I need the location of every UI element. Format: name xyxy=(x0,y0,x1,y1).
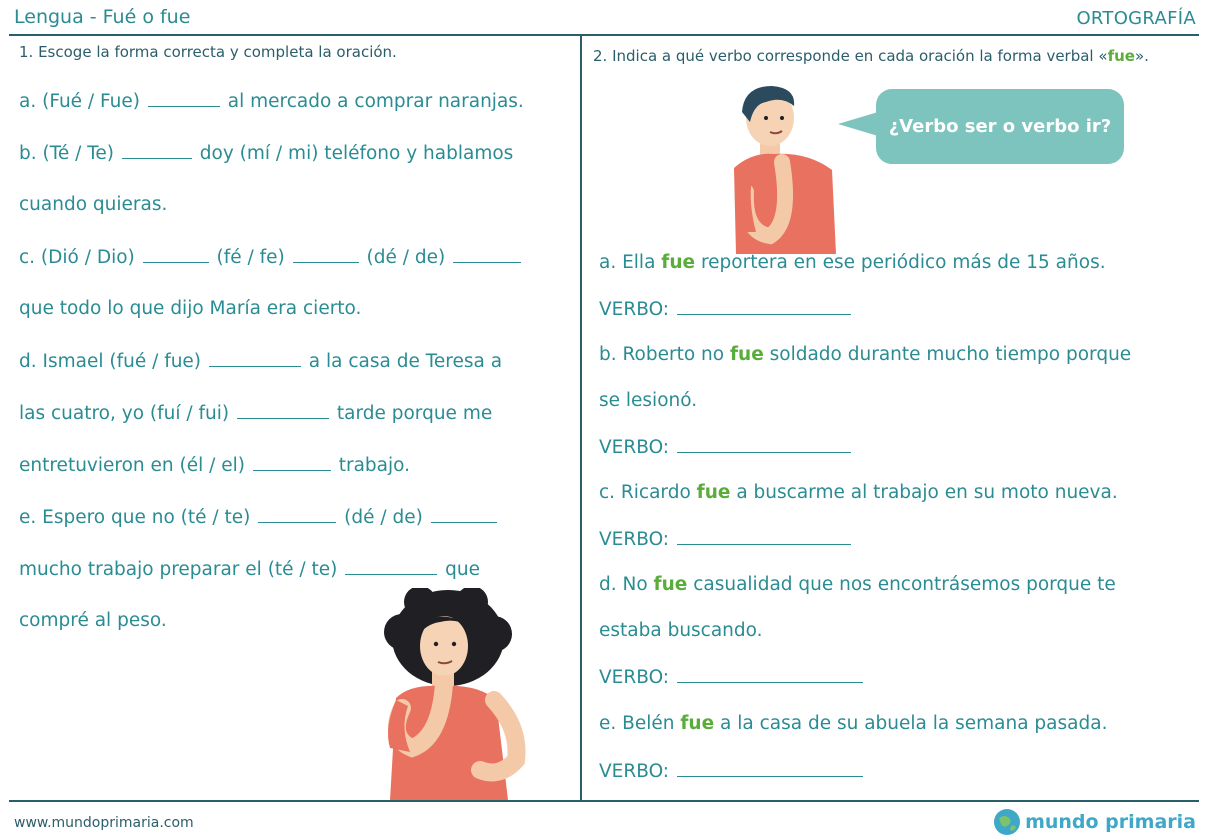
brand-name: mundo primaria xyxy=(1025,811,1196,833)
worksheet-title: Lengua - Fué o fue xyxy=(14,6,191,28)
answer-blank[interactable] xyxy=(209,350,301,367)
column-divider xyxy=(580,36,582,801)
fue-highlight: fue xyxy=(653,574,688,595)
answer-blank[interactable] xyxy=(293,246,359,263)
verbo-label: VERBO: xyxy=(599,761,675,782)
question-d-line1 xyxy=(599,574,1116,595)
sentence-text: b. Roberto no xyxy=(599,344,730,365)
sentence-text: a la casa de su abuela la semana pasada. xyxy=(714,713,1108,734)
speech-bubble-text: ¿Verbo ser o verbo ir? xyxy=(888,116,1112,137)
answer-blank[interactable] xyxy=(122,142,192,159)
sentence-d-line1 xyxy=(19,350,502,372)
verbo-blank[interactable] xyxy=(677,666,863,683)
sentence-text: tarde porque me xyxy=(330,403,493,424)
sentence-d-line2 xyxy=(19,402,492,424)
verbo-label: VERBO: xyxy=(599,299,675,320)
sentence-a xyxy=(19,90,524,112)
exercise-1-instruction: 1. Escoge la forma correcta y completa la oración. xyxy=(19,43,397,61)
sentence-text: a buscarme al trabajo en su moto nueva. xyxy=(730,482,1118,503)
answer-blank[interactable] xyxy=(345,558,437,575)
globe-icon xyxy=(993,808,1021,836)
fue-highlight: fue xyxy=(696,482,731,503)
question-a xyxy=(599,252,1106,273)
fue-highlight: fue xyxy=(1107,47,1135,65)
verbo-blank[interactable] xyxy=(677,436,851,453)
sentence-text: (fé / fe) xyxy=(210,247,291,268)
answer-blank[interactable] xyxy=(431,506,497,523)
verbo-answer-c xyxy=(599,528,853,550)
answer-blank[interactable] xyxy=(148,90,220,107)
sentence-text: e. Espero que no (té / te) xyxy=(19,507,257,528)
sentence-text: mucho trabajo preparar el (té / te) xyxy=(19,559,344,580)
question-c xyxy=(599,482,1118,503)
verbo-answer-e xyxy=(599,760,865,782)
verbo-answer-d xyxy=(599,666,865,688)
fue-highlight: fue xyxy=(661,252,696,273)
sentence-text: d. Ismael (fué / fue) xyxy=(19,351,207,372)
sentence-text: soldado durante mucho tiempo porque xyxy=(763,344,1132,365)
sentence-e-line1 xyxy=(19,506,499,528)
sentence-text: d. No xyxy=(599,574,654,595)
sentence-text: entretuvieron en (él / el) xyxy=(19,455,251,476)
verbo-answer-a xyxy=(599,298,853,320)
instruction-text: 2. Indica a qué verbo corresponde en cada oración la forma verbal « xyxy=(593,47,1108,65)
sentence-text: a. Ella xyxy=(599,252,662,273)
sentence-text: reportera en ese periódico más de 15 años. xyxy=(695,252,1106,273)
sentence-text: (dé / de) xyxy=(360,247,452,268)
verbo-blank[interactable] xyxy=(677,298,851,315)
sentence-text: trabajo. xyxy=(332,455,411,476)
verbo-answer-b xyxy=(599,436,853,458)
sentence-text: a. (Fué / Fue) xyxy=(19,91,146,112)
exercise-2-instruction xyxy=(593,45,1193,68)
question-b-line1 xyxy=(599,344,1131,365)
sentence-e-line3: compré al peso. xyxy=(19,610,167,631)
question-d-line2: estaba buscando. xyxy=(599,620,763,641)
sentence-text: a la casa de Teresa a xyxy=(302,351,503,372)
sentence-text: doy (mí / mi) teléfono y hablamos xyxy=(193,143,514,164)
sentence-b-line1 xyxy=(19,142,513,164)
sentence-text: al mercado a comprar naranjas. xyxy=(221,91,524,112)
fue-highlight: fue xyxy=(729,344,764,365)
fue-highlight: fue xyxy=(680,713,715,734)
answer-blank[interactable] xyxy=(453,246,521,263)
top-divider xyxy=(9,34,1199,36)
answer-blank[interactable] xyxy=(258,506,336,523)
speech-bubble-tail xyxy=(838,112,878,136)
answer-blank[interactable] xyxy=(237,402,329,419)
brand-logo xyxy=(993,808,1196,836)
verbo-blank[interactable] xyxy=(677,528,851,545)
thinking-man-illustration xyxy=(722,82,844,254)
answer-blank[interactable] xyxy=(143,246,209,263)
footer-url[interactable]: www.mundoprimaria.com xyxy=(14,815,194,831)
thinking-woman-illustration xyxy=(360,588,540,800)
sentence-c-line1 xyxy=(19,246,523,268)
bottom-divider xyxy=(9,800,1199,802)
sentence-text: c. Ricardo xyxy=(599,482,697,503)
sentence-text: que xyxy=(439,559,481,580)
sentence-text: c. (Dió / Dio) xyxy=(19,247,141,268)
verbo-label: VERBO: xyxy=(599,529,675,550)
answer-blank[interactable] xyxy=(253,454,331,471)
subject-label: ORTOGRAFÍA xyxy=(1076,8,1196,29)
sentence-e-line2 xyxy=(19,558,480,580)
sentence-text: las cuatro, yo (fuí / fui) xyxy=(19,403,235,424)
question-e xyxy=(599,713,1107,734)
question-b-line2: se lesionó. xyxy=(599,390,698,411)
verbo-label: VERBO: xyxy=(599,437,675,458)
sentence-text: b. (Té / Te) xyxy=(19,143,120,164)
sentence-d-line3 xyxy=(19,454,410,476)
sentence-text: e. Belén xyxy=(599,713,681,734)
instruction-text: ». xyxy=(1134,47,1149,65)
sentence-text: casualidad que nos encontrásemos porque te xyxy=(687,574,1116,595)
verbo-blank[interactable] xyxy=(677,760,863,777)
sentence-text: (dé / de) xyxy=(338,507,429,528)
sentence-c-line2: que todo lo que dijo María era cierto. xyxy=(19,298,362,319)
sentence-b-line2: cuando quieras. xyxy=(19,194,168,215)
verbo-label: VERBO: xyxy=(599,667,675,688)
